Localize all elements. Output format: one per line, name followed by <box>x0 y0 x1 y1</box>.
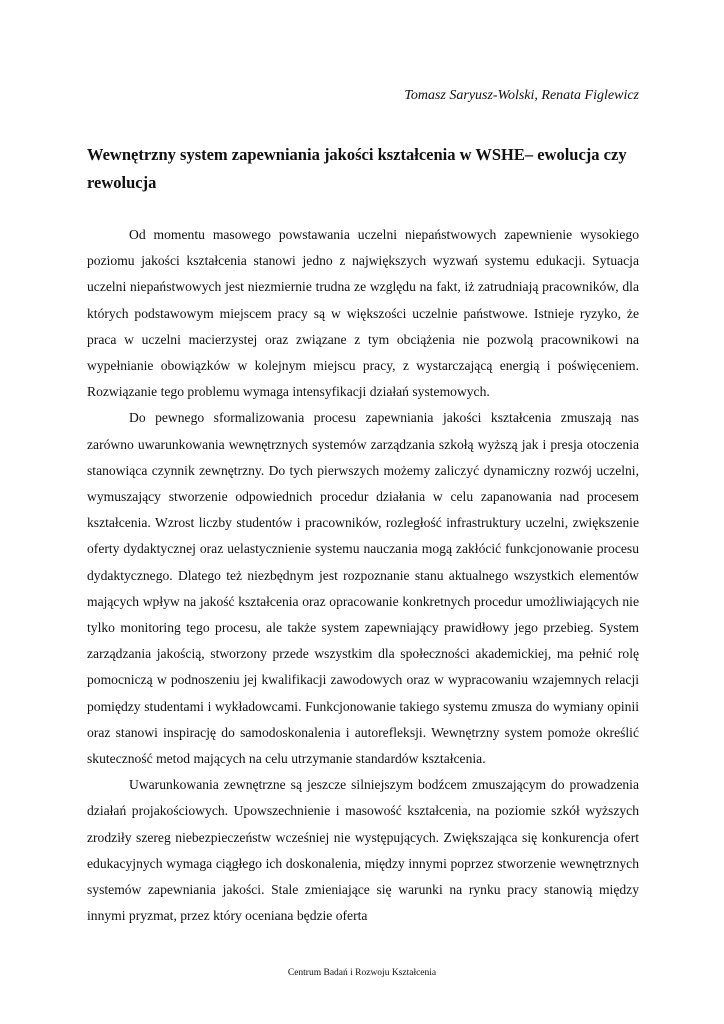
paragraph-2: Do pewnego sformalizowania procesu zapewniania jakości kształcenia zmuszają nas zarówno uwarunkowania wewnętrznych systemów zarządzania szkołą wyższą jak i presja otoczenia stanowiąca czynnik zewnętrzny. Do tych pierwszych możemy zaliczyć dynamiczny rozwój uczelni, wymuszający stworzenie odpowiednich procedur działania w celu zapanowania nad procesem kształcenia. Wzrost liczby studentów i pracowników, rozległość infrastruktury uczelni, zwiększenie oferty dydaktycznej oraz uelastycznienie systemu nauczania mogą zakłócić funkcjonowanie procesu dydaktycznego. Dlatego też niezbędnym jest rozpoznanie stanu aktualnego wszystkich elementów mających wpływ na jakość kształcenia oraz opracowanie konkretnych procedur umożliwiających nie tylko monitoring tego procesu, ale także system zapewniający prawidłowy jego przebieg. System zarządzania jakością, stworzony przede wszystkim dla społeczności akademickiej, ma pełnić rolę pomocniczą w podnoszeniu jej kwalifikacji zawodowych oraz w wypracowaniu wzajemnych relacji pomiędzy studentami i wykładowcami. Funkcjonowanie takiego systemu zmusza do wymiany opinii oraz stanowi inspirację do samodoskonalenia i autorefleksji. Wewnętrzny system pomoże określić skuteczność metod mających na celu utrzymanie standardów kształcenia. <box>87 410 639 767</box>
paragraph-3: Uwarunkowania zewnętrzne są jeszcze silniejszym bodźcem zmuszającym do prowadzenia działań projakościowych. Upowszechnienie i masowość kształcenia, na poziomie szkół wyższych zrodziły szereg niebezpieczeństw wcześniej nie występujących. Zwiększająca się konkurencja ofert edukacyjnych wymaga ciągłego ich doskonalenia, między innymi poprzez stworzenie wewnętrznych systemów zapewniania jakości. Stale zmieniające się warunki na rynku pracy stanowią między innymi pryzmat, przez który oceniana będzie oferta <box>87 777 639 924</box>
document-title: Wewnętrzny system zapewniania jakości kształcenia w WSHE– ewolucja czy rewolucja <box>87 145 627 192</box>
page-footer: Centrum Badań i Rozwoju Kształcenia <box>287 968 437 978</box>
paragraph-1: Od momentu masowego powstawania uczelni niepaństwowych zapewnienie wysokiego poziomu jakości kształcenia stanowi jedno z największych wyzwań systemu edukacji. Sytuacja uczelni niepaństwowych jest niezmiernie trudna ze względu na fakt, iż zatrudniają pracowników, dla których podstawowym miejscem pracy są w większości uczelnie państwowe. Istnieje ryzyko, że praca w uczelni macierzystej oraz związane z tym obciążenia nie pozwolą pracownikowi na wypełnianie obowiązków w kolejnym miejscu pracy, z wystarczającą energią i poświęceniem. Rozwiązanie tego problemu wymaga intensyfikacji działań systemowych. <box>87 227 639 400</box>
document-body <box>87 222 639 929</box>
authors-line: Tomasz Saryusz-Wolski, Renata Figlewicz <box>404 88 639 103</box>
